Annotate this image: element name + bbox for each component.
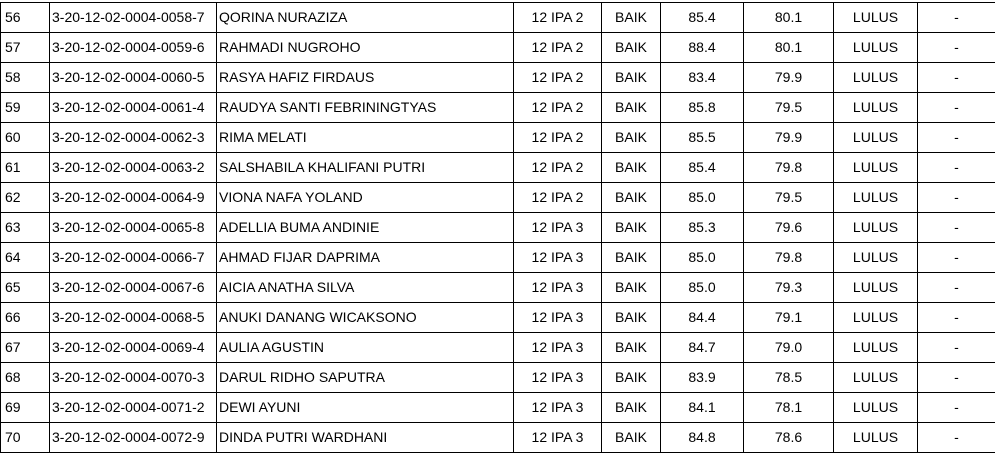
status-cell: LULUS bbox=[834, 273, 918, 303]
student-name-cell: RAUDYA SANTI FEBRININGTYAS bbox=[217, 93, 514, 123]
status-cell: LULUS bbox=[834, 123, 918, 153]
table-row bbox=[1, 303, 995, 333]
average-cell: 79.3 bbox=[744, 273, 834, 303]
note-cell: - bbox=[918, 3, 995, 33]
row-number: 57 bbox=[1, 33, 50, 63]
student-name-cell: ANUKI DANANG WICAKSONO bbox=[217, 303, 514, 333]
average-cell: 79.9 bbox=[744, 123, 834, 153]
student-name-cell: DINDA PUTRI WARDHANI bbox=[217, 423, 514, 453]
average-cell: 78.1 bbox=[744, 393, 834, 423]
predicate-cell: BAIK bbox=[602, 63, 661, 93]
class-cell: 12 IPA 2 bbox=[514, 63, 602, 93]
row-number: 68 bbox=[1, 363, 50, 393]
student-name-cell: SALSHABILA KHALIFANI PUTRI bbox=[217, 153, 514, 183]
score-cell: 88.4 bbox=[661, 33, 744, 63]
class-cell: 12 IPA 2 bbox=[514, 33, 602, 63]
predicate-cell: BAIK bbox=[602, 123, 661, 153]
table-row bbox=[1, 363, 995, 393]
score-cell: 85.3 bbox=[661, 213, 744, 243]
student-name-cell: AICIA ANATHA SILVA bbox=[217, 273, 514, 303]
table-row bbox=[1, 243, 995, 273]
student-name-cell: DEWI AYUNI bbox=[217, 393, 514, 423]
table-row bbox=[1, 33, 995, 63]
student-name-cell: DARUL RIDHO SAPUTRA bbox=[217, 363, 514, 393]
score-cell: 85.0 bbox=[661, 183, 744, 213]
average-cell: 79.6 bbox=[744, 213, 834, 243]
table-row bbox=[1, 153, 995, 183]
predicate-cell: BAIK bbox=[602, 363, 661, 393]
class-cell: 12 IPA 3 bbox=[514, 213, 602, 243]
table-row bbox=[1, 213, 995, 243]
note-cell: - bbox=[918, 333, 995, 363]
student-name-cell: VIONA NAFA YOLAND bbox=[217, 183, 514, 213]
predicate-cell: BAIK bbox=[602, 273, 661, 303]
table-row bbox=[1, 3, 995, 33]
status-cell: LULUS bbox=[834, 393, 918, 423]
predicate-cell: BAIK bbox=[602, 183, 661, 213]
predicate-cell: BAIK bbox=[602, 153, 661, 183]
note-cell: - bbox=[918, 63, 995, 93]
class-cell: 12 IPA 3 bbox=[514, 393, 602, 423]
score-cell: 84.7 bbox=[661, 333, 744, 363]
student-id-cell: 3-20-12-02-0004-0060-5 bbox=[50, 63, 217, 93]
score-cell: 85.4 bbox=[661, 153, 744, 183]
score-cell: 84.8 bbox=[661, 423, 744, 453]
student-id-cell: 3-20-12-02-0004-0063-2 bbox=[50, 153, 217, 183]
average-cell: 80.1 bbox=[744, 33, 834, 63]
predicate-cell: BAIK bbox=[602, 33, 661, 63]
predicate-cell: BAIK bbox=[602, 303, 661, 333]
predicate-cell: BAIK bbox=[602, 213, 661, 243]
row-number: 60 bbox=[1, 123, 50, 153]
table-row bbox=[1, 333, 995, 363]
note-cell: - bbox=[918, 123, 995, 153]
average-cell: 79.9 bbox=[744, 63, 834, 93]
score-cell: 84.4 bbox=[661, 303, 744, 333]
student-id-cell: 3-20-12-02-0004-0070-3 bbox=[50, 363, 217, 393]
class-cell: 12 IPA 2 bbox=[514, 183, 602, 213]
predicate-cell: BAIK bbox=[602, 333, 661, 363]
average-cell: 79.0 bbox=[744, 333, 834, 363]
class-cell: 12 IPA 3 bbox=[514, 273, 602, 303]
average-cell: 80.1 bbox=[744, 3, 834, 33]
average-cell: 79.8 bbox=[744, 243, 834, 273]
status-cell: LULUS bbox=[834, 183, 918, 213]
status-cell: LULUS bbox=[834, 333, 918, 363]
score-cell: 84.1 bbox=[661, 393, 744, 423]
status-cell: LULUS bbox=[834, 153, 918, 183]
average-cell: 79.5 bbox=[744, 183, 834, 213]
score-cell: 85.0 bbox=[661, 273, 744, 303]
class-cell: 12 IPA 3 bbox=[514, 303, 602, 333]
status-cell: LULUS bbox=[834, 303, 918, 333]
results-table bbox=[0, 2, 995, 453]
status-cell: LULUS bbox=[834, 243, 918, 273]
predicate-cell: BAIK bbox=[602, 3, 661, 33]
average-cell: 79.5 bbox=[744, 93, 834, 123]
status-cell: LULUS bbox=[834, 33, 918, 63]
predicate-cell: BAIK bbox=[602, 393, 661, 423]
note-cell: - bbox=[918, 273, 995, 303]
note-cell: - bbox=[918, 423, 995, 453]
student-name-cell: RASYA HAFIZ FIRDAUS bbox=[217, 63, 514, 93]
student-id-cell: 3-20-12-02-0004-0066-7 bbox=[50, 243, 217, 273]
class-cell: 12 IPA 2 bbox=[514, 123, 602, 153]
student-name-cell: AULIA AGUSTIN bbox=[217, 333, 514, 363]
row-number: 70 bbox=[1, 423, 50, 453]
row-number: 63 bbox=[1, 213, 50, 243]
class-cell: 12 IPA 2 bbox=[514, 153, 602, 183]
status-cell: LULUS bbox=[834, 423, 918, 453]
table-row bbox=[1, 63, 995, 93]
student-id-cell: 3-20-12-02-0004-0069-4 bbox=[50, 333, 217, 363]
student-id-cell: 3-20-12-02-0004-0064-9 bbox=[50, 183, 217, 213]
student-id-cell: 3-20-12-02-0004-0067-6 bbox=[50, 273, 217, 303]
score-cell: 85.4 bbox=[661, 3, 744, 33]
student-id-cell: 3-20-12-02-0004-0065-8 bbox=[50, 213, 217, 243]
student-id-cell: 3-20-12-02-0004-0071-2 bbox=[50, 393, 217, 423]
class-cell: 12 IPA 3 bbox=[514, 423, 602, 453]
note-cell: - bbox=[918, 363, 995, 393]
student-name-cell: RIMA MELATI bbox=[217, 123, 514, 153]
score-cell: 85.8 bbox=[661, 93, 744, 123]
note-cell: - bbox=[918, 213, 995, 243]
student-name-cell: RAHMADI NUGROHO bbox=[217, 33, 514, 63]
class-cell: 12 IPA 3 bbox=[514, 363, 602, 393]
table-row bbox=[1, 123, 995, 153]
table-row bbox=[1, 93, 995, 123]
row-number: 61 bbox=[1, 153, 50, 183]
row-number: 66 bbox=[1, 303, 50, 333]
status-cell: LULUS bbox=[834, 63, 918, 93]
note-cell: - bbox=[918, 243, 995, 273]
class-cell: 12 IPA 2 bbox=[514, 3, 602, 33]
average-cell: 78.5 bbox=[744, 363, 834, 393]
predicate-cell: BAIK bbox=[602, 93, 661, 123]
student-id-cell: 3-20-12-02-0004-0058-7 bbox=[50, 3, 217, 33]
status-cell: LULUS bbox=[834, 213, 918, 243]
row-number: 65 bbox=[1, 273, 50, 303]
note-cell: - bbox=[918, 393, 995, 423]
student-id-cell: 3-20-12-02-0004-0062-3 bbox=[50, 123, 217, 153]
row-number: 58 bbox=[1, 63, 50, 93]
note-cell: - bbox=[918, 303, 995, 333]
score-cell: 83.4 bbox=[661, 63, 744, 93]
status-cell: LULUS bbox=[834, 3, 918, 33]
note-cell: - bbox=[918, 183, 995, 213]
status-cell: LULUS bbox=[834, 93, 918, 123]
predicate-cell: BAIK bbox=[602, 243, 661, 273]
score-cell: 83.9 bbox=[661, 363, 744, 393]
note-cell: - bbox=[918, 153, 995, 183]
predicate-cell: BAIK bbox=[602, 423, 661, 453]
student-name-cell: AHMAD FIJAR DAPRIMA bbox=[217, 243, 514, 273]
student-id-cell: 3-20-12-02-0004-0072-9 bbox=[50, 423, 217, 453]
table-row bbox=[1, 393, 995, 423]
note-cell: - bbox=[918, 93, 995, 123]
row-number: 64 bbox=[1, 243, 50, 273]
row-number: 69 bbox=[1, 393, 50, 423]
row-number: 56 bbox=[1, 3, 50, 33]
student-name-cell: QORINA NURAZIZA bbox=[217, 3, 514, 33]
score-cell: 85.0 bbox=[661, 243, 744, 273]
student-id-cell: 3-20-12-02-0004-0068-5 bbox=[50, 303, 217, 333]
average-cell: 78.6 bbox=[744, 423, 834, 453]
student-id-cell: 3-20-12-02-0004-0059-6 bbox=[50, 33, 217, 63]
student-id-cell: 3-20-12-02-0004-0061-4 bbox=[50, 93, 217, 123]
average-cell: 79.1 bbox=[744, 303, 834, 333]
row-number: 59 bbox=[1, 93, 50, 123]
average-cell: 79.8 bbox=[744, 153, 834, 183]
class-cell: 12 IPA 2 bbox=[514, 93, 602, 123]
score-cell: 85.5 bbox=[661, 123, 744, 153]
row-number: 67 bbox=[1, 333, 50, 363]
status-cell: LULUS bbox=[834, 363, 918, 393]
table-row bbox=[1, 423, 995, 453]
class-cell: 12 IPA 3 bbox=[514, 333, 602, 363]
class-cell: 12 IPA 3 bbox=[514, 243, 602, 273]
student-name-cell: ADELLIA BUMA ANDINIE bbox=[217, 213, 514, 243]
table-row bbox=[1, 183, 995, 213]
table-row bbox=[1, 273, 995, 303]
row-number: 62 bbox=[1, 183, 50, 213]
note-cell: - bbox=[918, 33, 995, 63]
